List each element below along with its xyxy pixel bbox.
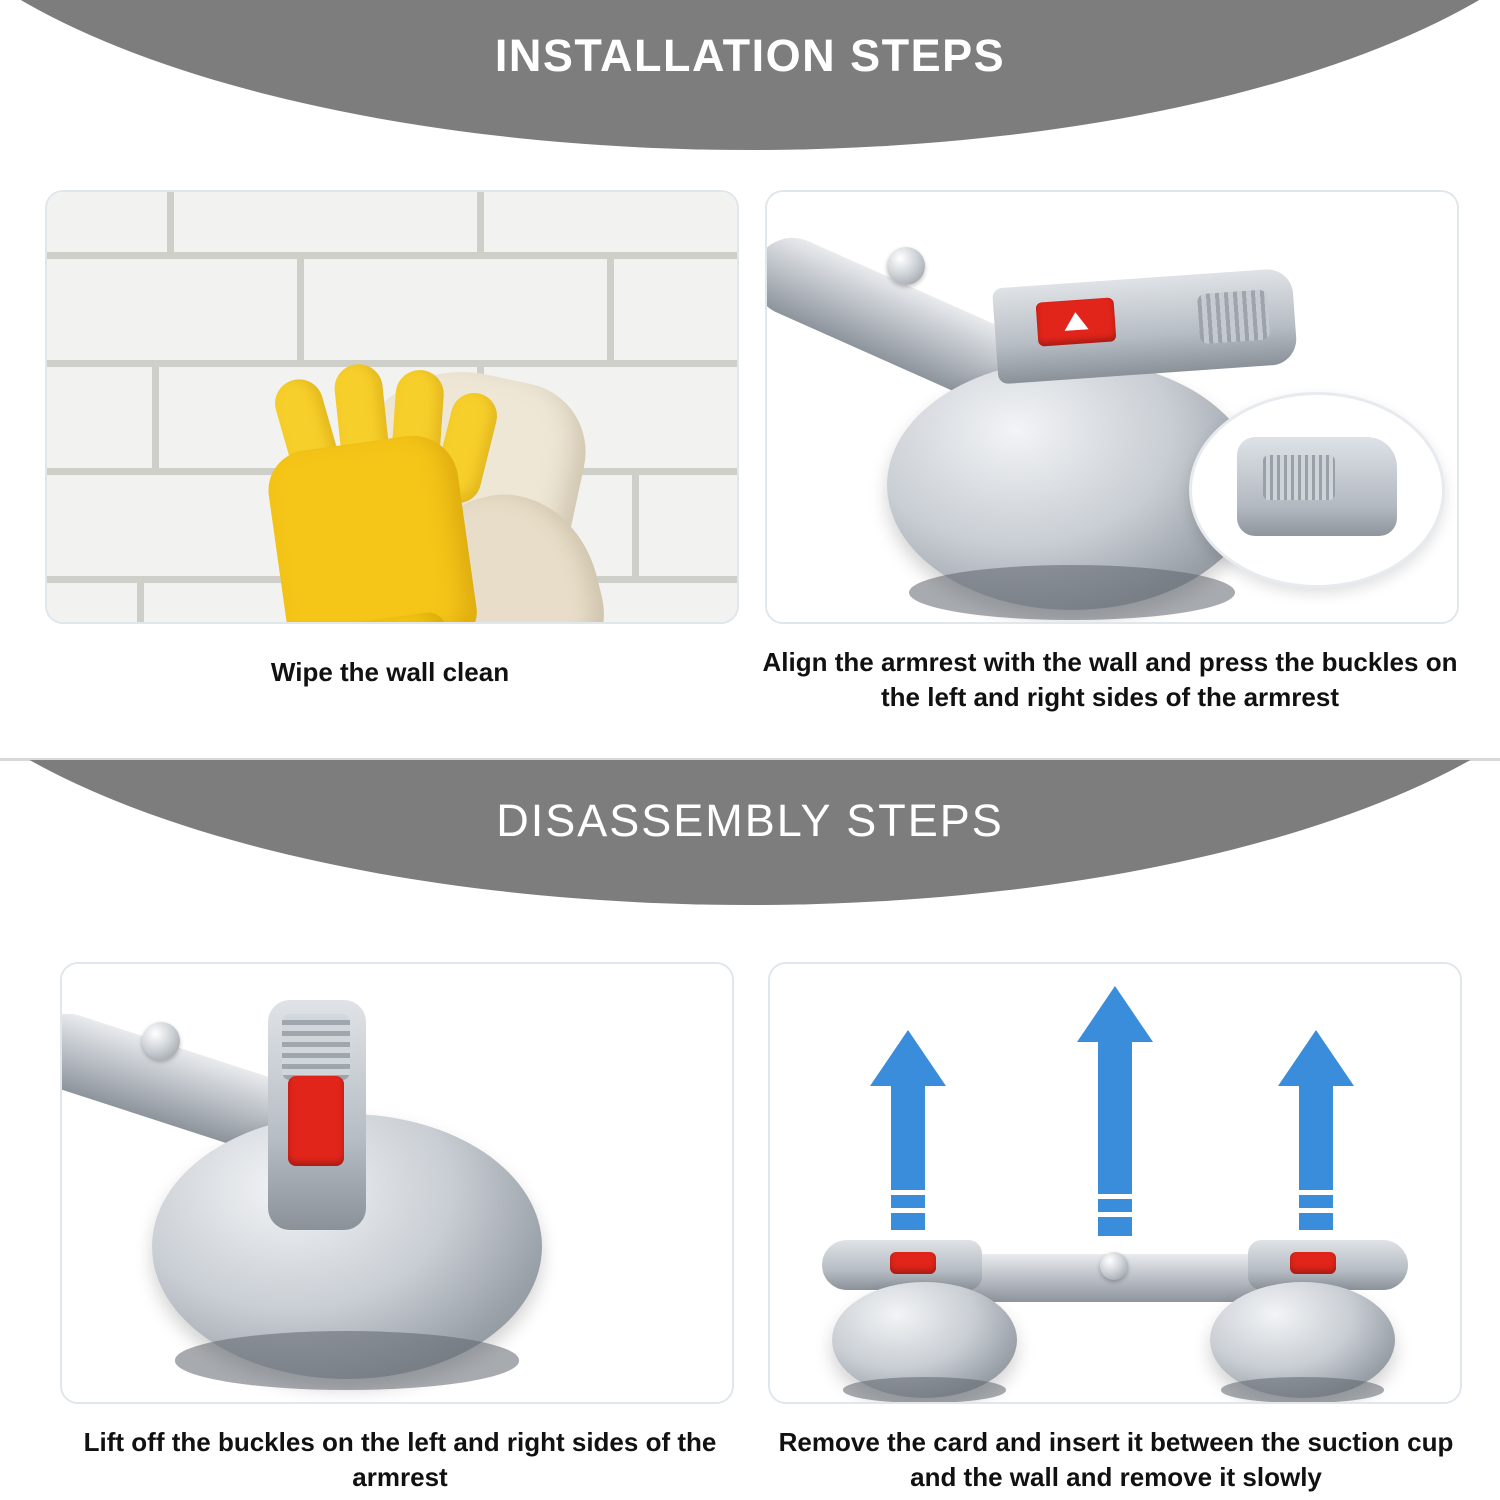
grout-line xyxy=(297,259,304,360)
buckle-pad xyxy=(1237,437,1397,536)
lever-grip-ridges xyxy=(282,1014,350,1080)
red-release-tab-right xyxy=(1290,1252,1336,1274)
step-image-align-armrest xyxy=(765,190,1459,624)
tile-wall-illustration xyxy=(47,192,737,622)
suction-cup-left xyxy=(832,1282,1017,1398)
buckle-pad-closeup xyxy=(1189,392,1445,588)
grout-line xyxy=(477,192,484,252)
arrow-tick xyxy=(1299,1208,1333,1213)
bar-screw xyxy=(142,1022,180,1060)
suction-cup-rim xyxy=(909,565,1235,620)
lever-grip-ridges xyxy=(1197,289,1270,344)
grout-line xyxy=(632,475,639,576)
suction-cup-lever-up-illustration xyxy=(62,964,732,1402)
suction-cup-illustration xyxy=(767,192,1457,622)
red-release-tab-left xyxy=(890,1252,936,1274)
up-arrow-left xyxy=(870,1030,946,1230)
grab-bar-removal-illustration xyxy=(770,964,1460,1402)
installation-banner-title: INSTALLATION STEPS xyxy=(494,30,1006,81)
disassembly-banner xyxy=(0,760,1500,925)
caption-wipe-the-wall: Wipe the wall clean xyxy=(270,657,510,687)
buckle-pad-ridges xyxy=(1263,455,1335,500)
caption-align-armrest: Align the armrest with the wall and press the buckles on the left and right sides of the armrest xyxy=(762,647,1458,713)
suction-cup-rim xyxy=(175,1331,518,1389)
step-image-remove-card xyxy=(768,962,1462,1404)
grout-line xyxy=(47,252,737,259)
disassembly-banner-title: DISASSEMBLY STEPS xyxy=(496,795,1004,846)
grout-line xyxy=(47,360,737,367)
arrow-tick xyxy=(891,1190,925,1195)
grout-line xyxy=(137,583,144,624)
red-release-tab xyxy=(1036,297,1117,346)
suction-cup-right xyxy=(1210,1282,1395,1398)
grout-line xyxy=(167,192,174,252)
red-release-tab xyxy=(288,1076,344,1166)
caption-lift-buckles: Lift off the buckles on the left and right sides of the armrest xyxy=(83,1427,717,1493)
caption-remove-card: Remove the card and insert it between the suction cup and the wall and remove it slowly xyxy=(778,1427,1454,1493)
arrow-tick xyxy=(1299,1190,1333,1195)
step-image-wipe-the-wall xyxy=(45,190,739,624)
arrow-tick xyxy=(891,1208,925,1213)
suction-cup-rim xyxy=(1221,1377,1384,1403)
up-arrow-right xyxy=(1278,1030,1354,1230)
arrow-shaft xyxy=(1098,1034,1132,1236)
glove-palm xyxy=(263,430,480,624)
grout-line xyxy=(607,259,614,360)
arrow-tick xyxy=(1098,1194,1132,1199)
step-image-lift-buckles xyxy=(60,962,734,1404)
installation-banner xyxy=(0,0,1500,150)
bar-screw xyxy=(887,247,925,285)
up-arrow-center xyxy=(1070,986,1160,1236)
grout-line xyxy=(152,367,159,468)
warning-triangle-icon xyxy=(1063,311,1088,331)
arrow-tick xyxy=(1098,1212,1132,1217)
bar-screw xyxy=(1100,1252,1128,1280)
suction-cup-rim xyxy=(843,1377,1006,1403)
